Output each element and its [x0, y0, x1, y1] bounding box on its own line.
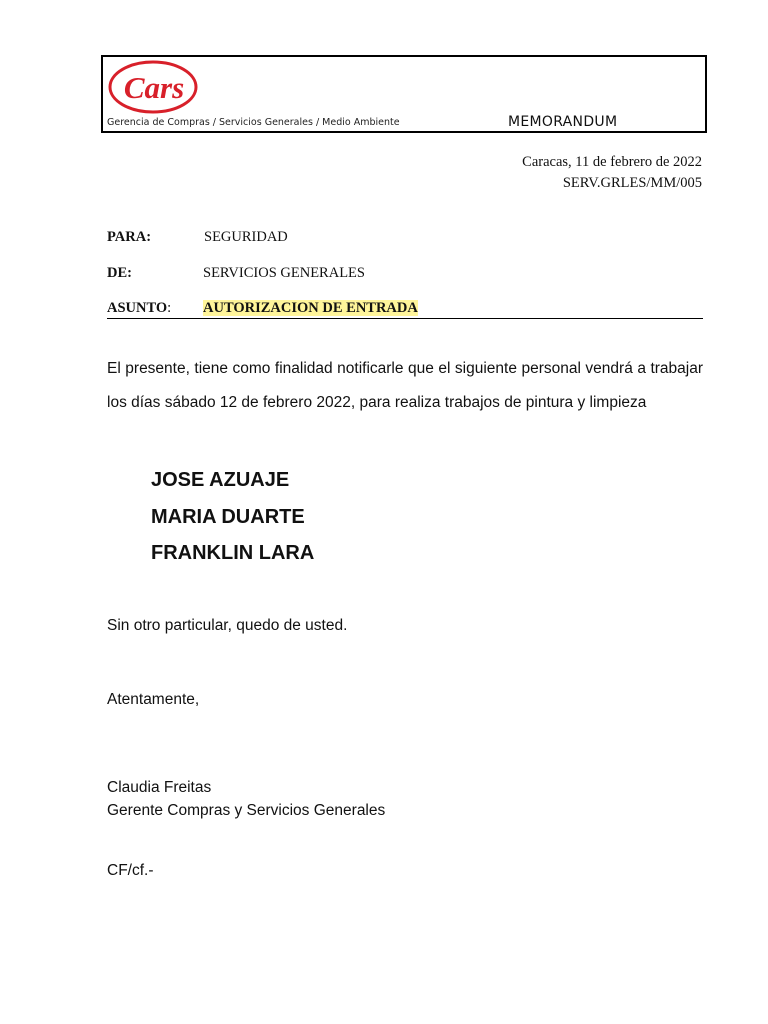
department-line: Gerencia de Compras / Servicios Generales / Medio Ambiente	[107, 117, 400, 128]
subject-divider	[107, 318, 703, 319]
document-date: Caracas, 11 de febrero de 2022	[522, 154, 702, 170]
letterhead-box	[101, 55, 707, 133]
asunto-colon: :	[167, 300, 172, 316]
asunto-label: ASUNTO	[107, 300, 168, 316]
body-paragraph: El presente, tiene como finalidad notificarle que el siguiente personal vendrá a trabajar los días sábado 12 de febrero 2022, para realiza trabajos de pintura y limpieza	[107, 360, 703, 411]
personnel-name: FRANKLIN LARA	[151, 542, 315, 564]
signer-title: Gerente Compras y Servicios Generales	[107, 802, 386, 819]
company-logo	[107, 59, 199, 115]
de-label: DE:	[107, 265, 132, 281]
document-type: MEMORANDUM	[508, 114, 618, 130]
date-reference-block	[522, 152, 702, 194]
asunto-value-wrap	[203, 300, 418, 317]
initials: CF/cf.-	[107, 862, 154, 879]
closing-line: Sin otro particular, quedo de usted.	[107, 617, 348, 634]
logo-wordmark: Cars	[123, 70, 185, 105]
document-reference: SERV.GRLES/MM/005	[562, 175, 702, 191]
personnel-name: MARIA DUARTE	[151, 505, 305, 528]
signer-name: Claudia Freitas	[107, 779, 212, 796]
de-value: SERVICIOS GENERALES	[203, 265, 365, 281]
para-label: PARA:	[107, 229, 152, 245]
asunto-value: AUTORIZACION DE ENTRADA	[203, 300, 418, 316]
personnel-list	[151, 462, 314, 572]
asunto-label-row	[107, 300, 171, 317]
personnel-name: JOSE AZUAJE	[151, 469, 290, 491]
para-value: SEGURIDAD	[204, 229, 288, 245]
salutation: Atentamente,	[107, 691, 200, 708]
